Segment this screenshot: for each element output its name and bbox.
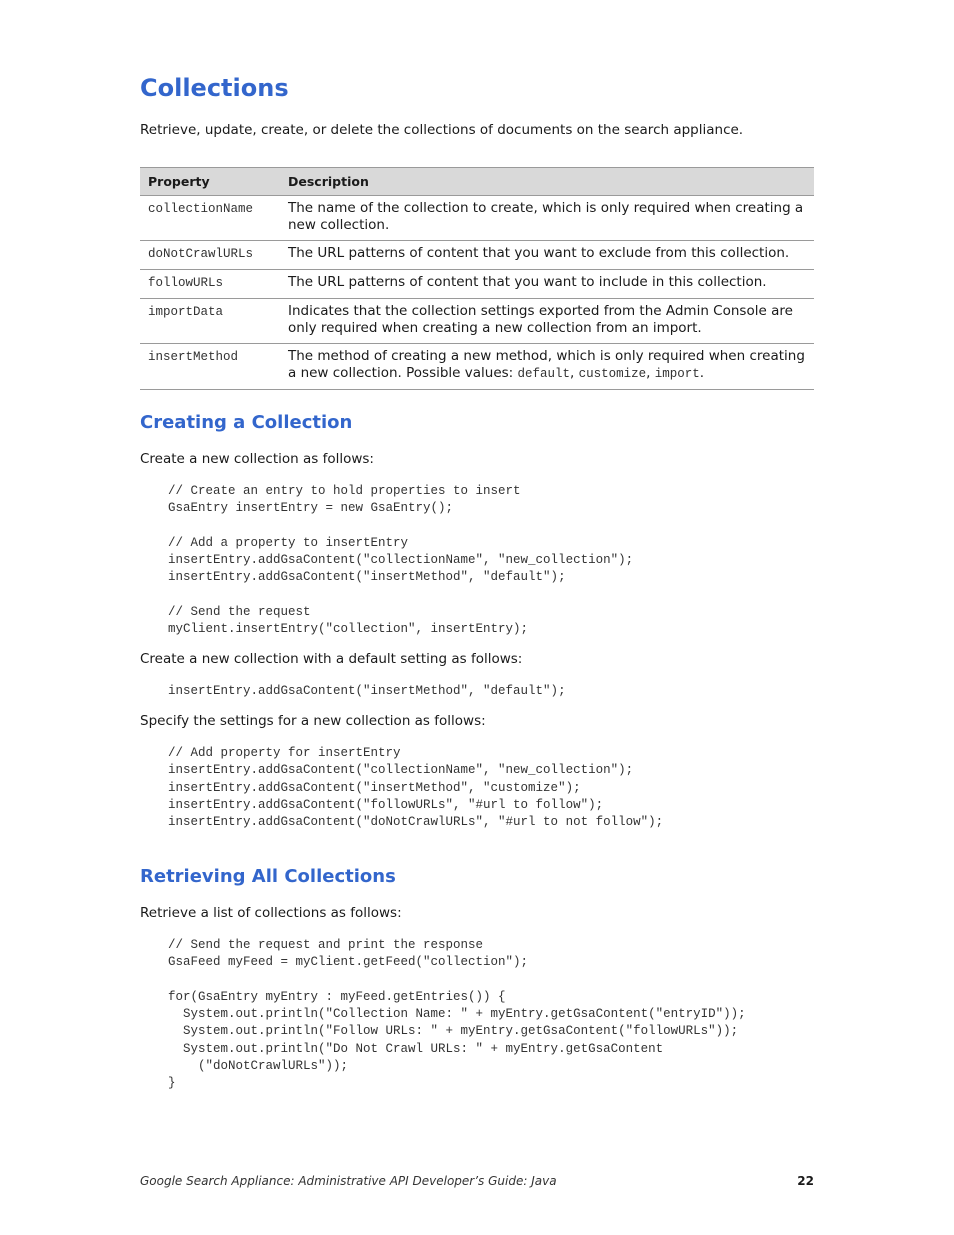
table-row (140, 299, 814, 344)
property-description: Indicates that the collection settings exported from the Admin Console are only required when creating a new collection from an import. (280, 299, 814, 344)
property-description: The method of creating a new method, which is only required when creating a new collection. Possible values: default, customize, import. (280, 344, 814, 390)
code-block-retrieve: // Send the request and print the response GsaFeed myFeed = myClient.getFeed("collection"); for(GsaEntry myEntry : myFeed.getEntries()) { System.out.println("Collection Name: " + myEntry.getGsaContent("entryID")); System.out.println("Follow URLs: " + myEntry.getGsaContent("followURLs")); System.out.println("Do Not Crawl URLs: " + myEntry.getGsaContent ("doNotCrawlURLs")); } (168, 938, 746, 1091)
property-description: The URL patterns of content that you want to exclude from this collection. (280, 241, 814, 270)
description-text: The method of creating a new method, which is only required when creating a new collection. Possible values: (288, 348, 805, 381)
creating-intro: Create a new collection as follows: (140, 451, 374, 467)
default-setting-text: Create a new collection with a default setting as follows: (140, 651, 523, 667)
code-block-settings: // Add property for insertEntry insertEntry.addGsaContent("collectionName", "new_collection"); insertEntry.addGsaContent("insertMethod", "customize"); insertEntry.addGsaContent("followURLs", "#url to follow"); insertEntry.addGsaContent("doNotCrawlURLs", "#url to not follow"); (168, 746, 664, 830)
code-block-create: // Create an entry to hold properties to insert GsaEntry insertEntry = new GsaEntry(); // Add a property to insertEntry insertEntry.addGsaContent("collectionName", "new_collection"); insertEntry.addGsaContent("insertMethod", "default"); // Send the request myClient.insertEntry("collection", insertEntry); (168, 484, 634, 637)
section-heading-retrieving: Retrieving All Collections (140, 866, 396, 887)
column-header-description: Description (280, 168, 814, 196)
footer-document-title: Google Search Appliance: Administrative API Developer’s Guide: Java (140, 1174, 557, 1188)
settings-text: Specify the settings for a new collection as follows: (140, 713, 486, 729)
properties-table (140, 167, 814, 390)
footer-page-number: 22 (797, 1174, 814, 1188)
code-block-default: insertEntry.addGsaContent("insertMethod", "default"); (168, 684, 566, 698)
property-name: doNotCrawlURLs (140, 241, 280, 270)
property-name: followURLs (140, 270, 280, 299)
intro-text: Retrieve, update, create, or delete the collections of documents on the search appliance. (140, 122, 744, 138)
value-customize: customize (578, 367, 647, 381)
table-row (140, 344, 814, 390)
table-row (140, 196, 814, 241)
value-import: import (654, 367, 700, 381)
property-name: collectionName (140, 196, 280, 241)
retrieving-intro: Retrieve a list of collections as follows: (140, 905, 402, 921)
column-header-property: Property (140, 168, 280, 196)
section-heading-creating: Creating a Collection (140, 412, 353, 433)
property-name: importData (140, 299, 280, 344)
table-row (140, 241, 814, 270)
table-row (140, 270, 814, 299)
page-heading: Collections (140, 74, 289, 102)
property-description: The name of the collection to create, which is only required when creating a new collection. (280, 196, 814, 241)
value-default: default (517, 367, 571, 381)
property-description: The URL patterns of content that you want to include in this collection. (280, 270, 814, 299)
table-header-row (140, 168, 814, 196)
property-name: insertMethod (140, 344, 280, 390)
